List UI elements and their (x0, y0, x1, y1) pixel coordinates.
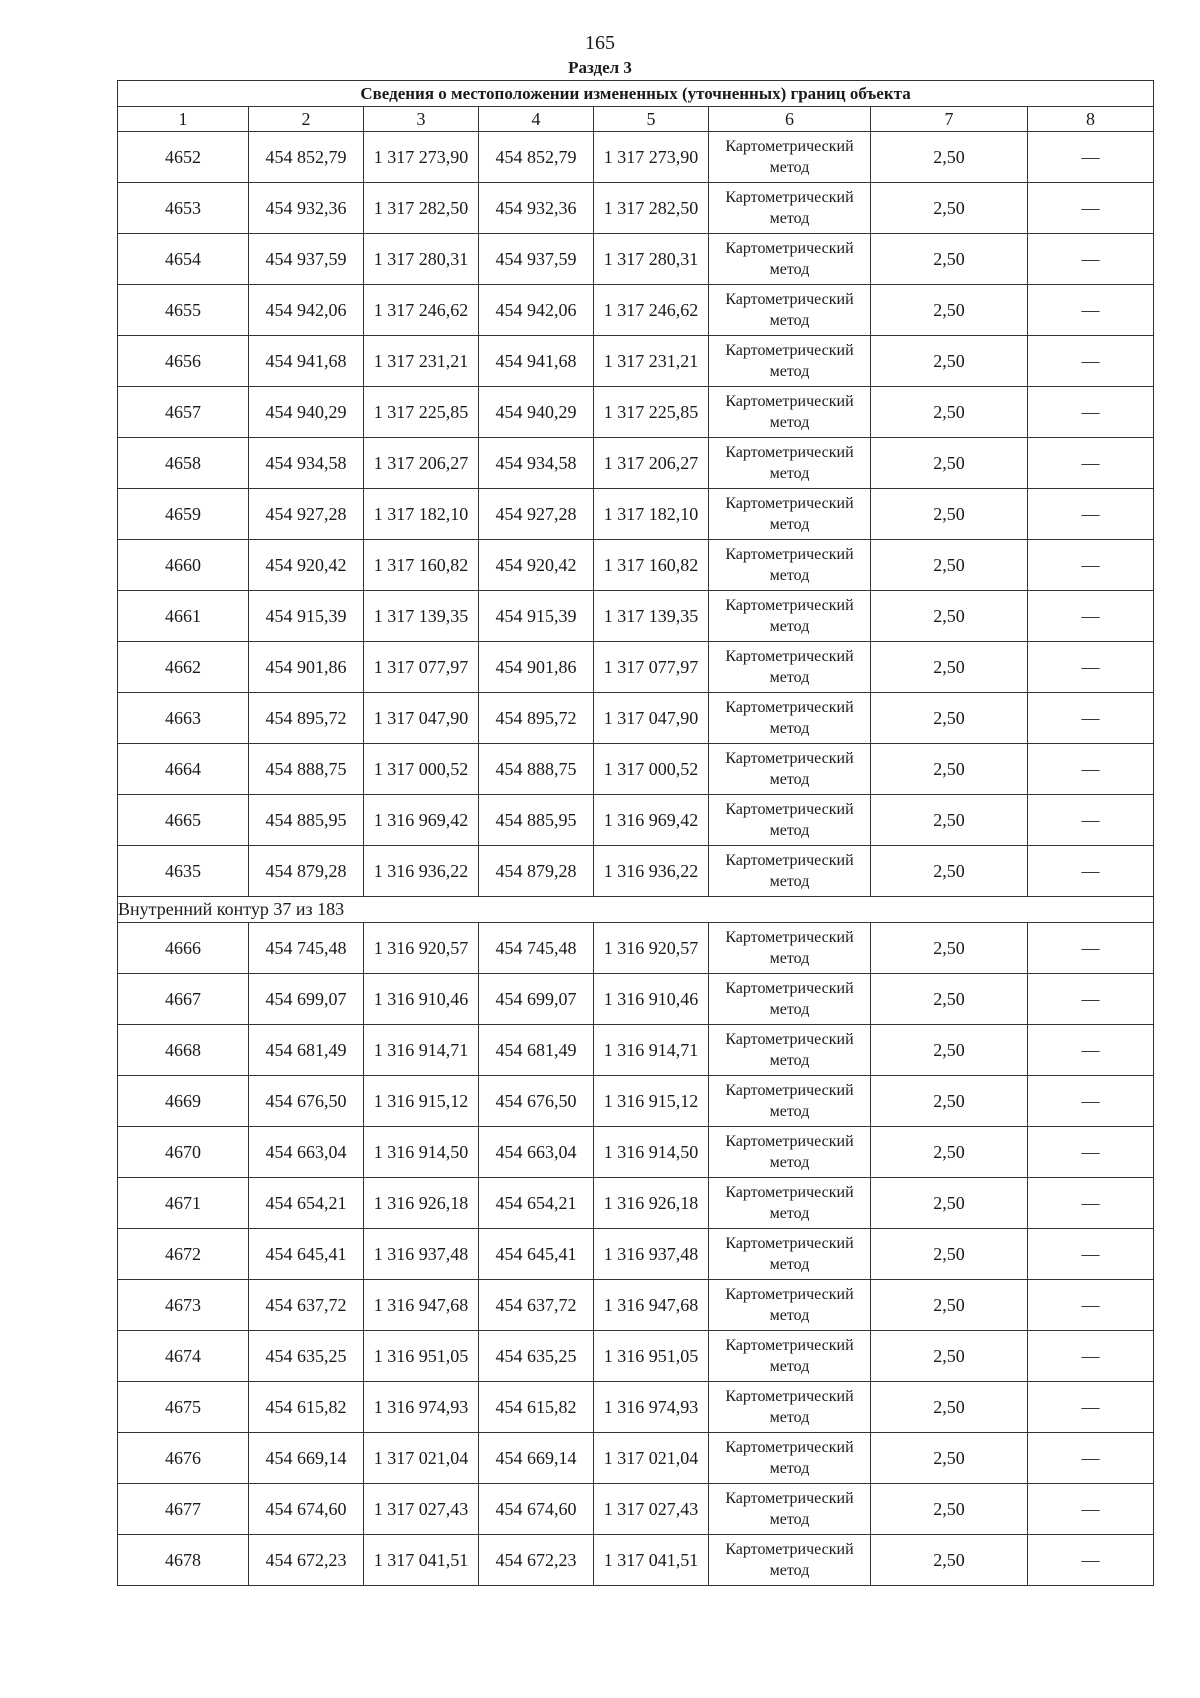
accuracy-cell: 2,50 (871, 974, 1028, 1025)
accuracy-cell: 2,50 (871, 489, 1028, 540)
method-cell: Картометрический метод (709, 336, 871, 387)
accuracy-cell: 2,50 (871, 1433, 1028, 1484)
method-cell: Картометрический метод (709, 489, 871, 540)
column-number: 6 (709, 107, 871, 132)
point-number-cell: 4667 (118, 974, 249, 1025)
description-cell: — (1028, 1484, 1154, 1535)
method-cell: Картометрический метод (709, 438, 871, 489)
y-new-cell: 1 317 139,35 (594, 591, 709, 642)
point-number-cell: 4676 (118, 1433, 249, 1484)
description-cell: — (1028, 591, 1154, 642)
point-number-cell: 4673 (118, 1280, 249, 1331)
point-number-cell: 4671 (118, 1178, 249, 1229)
contour-heading-row (118, 897, 1154, 923)
x-existing-cell: 454 669,14 (249, 1433, 364, 1484)
accuracy-cell: 2,50 (871, 1484, 1028, 1535)
table-row (118, 387, 1154, 438)
method-cell: Картометрический метод (709, 693, 871, 744)
y-new-cell: 1 317 027,43 (594, 1484, 709, 1535)
accuracy-cell: 2,50 (871, 132, 1028, 183)
table-row (118, 285, 1154, 336)
x-new-cell: 454 941,68 (479, 336, 594, 387)
y-existing-cell: 1 317 246,62 (364, 285, 479, 336)
y-new-cell: 1 316 914,71 (594, 1025, 709, 1076)
method-cell: Картометрический метод (709, 1382, 871, 1433)
x-existing-cell: 454 915,39 (249, 591, 364, 642)
x-existing-cell: 454 901,86 (249, 642, 364, 693)
table-row (118, 974, 1154, 1025)
x-existing-cell: 454 927,28 (249, 489, 364, 540)
method-cell: Картометрический метод (709, 974, 871, 1025)
y-new-cell: 1 317 231,21 (594, 336, 709, 387)
x-existing-cell: 454 934,58 (249, 438, 364, 489)
x-existing-cell: 454 852,79 (249, 132, 364, 183)
accuracy-cell: 2,50 (871, 183, 1028, 234)
contour-heading: Внутренний контур 37 из 183 (118, 897, 1154, 923)
table-row (118, 1535, 1154, 1586)
y-existing-cell: 1 316 915,12 (364, 1076, 479, 1127)
method-cell: Картометрический метод (709, 1127, 871, 1178)
y-new-cell: 1 317 021,04 (594, 1433, 709, 1484)
table-row (118, 591, 1154, 642)
method-cell: Картометрический метод (709, 744, 871, 795)
accuracy-cell: 2,50 (871, 438, 1028, 489)
accuracy-cell: 2,50 (871, 923, 1028, 974)
description-cell: — (1028, 234, 1154, 285)
accuracy-cell: 2,50 (871, 1076, 1028, 1127)
method-cell: Картометрический метод (709, 1484, 871, 1535)
point-number-cell: 4656 (118, 336, 249, 387)
table-row (118, 642, 1154, 693)
x-existing-cell: 454 672,23 (249, 1535, 364, 1586)
x-existing-cell: 454 745,48 (249, 923, 364, 974)
method-cell: Картометрический метод (709, 1178, 871, 1229)
column-number: 5 (594, 107, 709, 132)
y-existing-cell: 1 316 951,05 (364, 1331, 479, 1382)
x-new-cell: 454 637,72 (479, 1280, 594, 1331)
point-number-cell: 4678 (118, 1535, 249, 1586)
y-existing-cell: 1 316 974,93 (364, 1382, 479, 1433)
x-existing-cell: 454 681,49 (249, 1025, 364, 1076)
y-new-cell: 1 316 947,68 (594, 1280, 709, 1331)
x-new-cell: 454 672,23 (479, 1535, 594, 1586)
column-number: 3 (364, 107, 479, 132)
point-number-cell: 4677 (118, 1484, 249, 1535)
accuracy-cell: 2,50 (871, 336, 1028, 387)
description-cell: — (1028, 744, 1154, 795)
x-new-cell: 454 927,28 (479, 489, 594, 540)
method-cell: Картометрический метод (709, 387, 871, 438)
y-existing-cell: 1 317 027,43 (364, 1484, 479, 1535)
description-cell: — (1028, 132, 1154, 183)
column-number: 7 (871, 107, 1028, 132)
x-existing-cell: 454 615,82 (249, 1382, 364, 1433)
point-number-cell: 4635 (118, 846, 249, 897)
table-row (118, 1433, 1154, 1484)
point-number-cell: 4655 (118, 285, 249, 336)
description-cell: — (1028, 1535, 1154, 1586)
method-cell: Картометрический метод (709, 1025, 871, 1076)
accuracy-cell: 2,50 (871, 1229, 1028, 1280)
x-new-cell: 454 681,49 (479, 1025, 594, 1076)
y-existing-cell: 1 316 914,71 (364, 1025, 479, 1076)
table-row (118, 183, 1154, 234)
x-new-cell: 454 699,07 (479, 974, 594, 1025)
y-new-cell: 1 316 914,50 (594, 1127, 709, 1178)
accuracy-cell: 2,50 (871, 1178, 1028, 1229)
table-row (118, 1484, 1154, 1535)
y-new-cell: 1 317 225,85 (594, 387, 709, 438)
accuracy-cell: 2,50 (871, 1127, 1028, 1178)
accuracy-cell: 2,50 (871, 591, 1028, 642)
point-number-cell: 4653 (118, 183, 249, 234)
x-new-cell: 454 669,14 (479, 1433, 594, 1484)
x-existing-cell: 454 637,72 (249, 1280, 364, 1331)
y-existing-cell: 1 316 936,22 (364, 846, 479, 897)
description-cell: — (1028, 1382, 1154, 1433)
x-new-cell: 454 654,21 (479, 1178, 594, 1229)
table-row (118, 1025, 1154, 1076)
column-number-row (118, 107, 1154, 132)
y-new-cell: 1 317 206,27 (594, 438, 709, 489)
description-cell: — (1028, 489, 1154, 540)
method-cell: Картометрический метод (709, 1331, 871, 1382)
y-existing-cell: 1 316 920,57 (364, 923, 479, 974)
method-cell: Картометрический метод (709, 591, 871, 642)
point-number-cell: 4666 (118, 923, 249, 974)
y-existing-cell: 1 317 231,21 (364, 336, 479, 387)
y-new-cell: 1 317 182,10 (594, 489, 709, 540)
method-cell: Картометрический метод (709, 1076, 871, 1127)
accuracy-cell: 2,50 (871, 285, 1028, 336)
x-existing-cell: 454 699,07 (249, 974, 364, 1025)
accuracy-cell: 2,50 (871, 795, 1028, 846)
y-new-cell: 1 316 920,57 (594, 923, 709, 974)
y-existing-cell: 1 316 969,42 (364, 795, 479, 846)
description-cell: — (1028, 1076, 1154, 1127)
point-number-cell: 4661 (118, 591, 249, 642)
y-new-cell: 1 316 974,93 (594, 1382, 709, 1433)
point-number-cell: 4665 (118, 795, 249, 846)
point-number-cell: 4658 (118, 438, 249, 489)
y-new-cell: 1 316 936,22 (594, 846, 709, 897)
x-existing-cell: 454 940,29 (249, 387, 364, 438)
description-cell: — (1028, 974, 1154, 1025)
table-row (118, 1178, 1154, 1229)
accuracy-cell: 2,50 (871, 234, 1028, 285)
point-number-cell: 4659 (118, 489, 249, 540)
x-new-cell: 454 663,04 (479, 1127, 594, 1178)
y-new-cell: 1 317 246,62 (594, 285, 709, 336)
x-existing-cell: 454 635,25 (249, 1331, 364, 1382)
y-existing-cell: 1 317 160,82 (364, 540, 479, 591)
y-existing-cell: 1 317 280,31 (364, 234, 479, 285)
description-cell: — (1028, 642, 1154, 693)
y-existing-cell: 1 316 926,18 (364, 1178, 479, 1229)
method-cell: Картометрический метод (709, 1280, 871, 1331)
x-new-cell: 454 674,60 (479, 1484, 594, 1535)
table-row (118, 234, 1154, 285)
point-number-cell: 4654 (118, 234, 249, 285)
x-new-cell: 454 852,79 (479, 132, 594, 183)
column-number: 2 (249, 107, 364, 132)
accuracy-cell: 2,50 (871, 642, 1028, 693)
method-cell: Картометрический метод (709, 540, 871, 591)
table-row (118, 1127, 1154, 1178)
point-number-cell: 4664 (118, 744, 249, 795)
section-title: Раздел 3 (568, 58, 632, 77)
description-cell: — (1028, 795, 1154, 846)
accuracy-cell: 2,50 (871, 1280, 1028, 1331)
x-new-cell: 454 934,58 (479, 438, 594, 489)
description-cell: — (1028, 183, 1154, 234)
column-number: 1 (118, 107, 249, 132)
description-cell: — (1028, 336, 1154, 387)
x-existing-cell: 454 937,59 (249, 234, 364, 285)
point-number-cell: 4672 (118, 1229, 249, 1280)
accuracy-cell: 2,50 (871, 540, 1028, 591)
accuracy-cell: 2,50 (871, 744, 1028, 795)
y-new-cell: 1 316 969,42 (594, 795, 709, 846)
description-cell: — (1028, 1433, 1154, 1484)
method-cell: Картометрический метод (709, 923, 871, 974)
x-new-cell: 454 888,75 (479, 744, 594, 795)
x-new-cell: 454 920,42 (479, 540, 594, 591)
y-new-cell: 1 317 041,51 (594, 1535, 709, 1586)
y-new-cell: 1 316 910,46 (594, 974, 709, 1025)
accuracy-cell: 2,50 (871, 1331, 1028, 1382)
table-caption: Сведения о местоположении измененных (уточненных) границ объекта (118, 81, 1154, 107)
y-existing-cell: 1 317 273,90 (364, 132, 479, 183)
y-existing-cell: 1 317 225,85 (364, 387, 479, 438)
x-existing-cell: 454 888,75 (249, 744, 364, 795)
table-row (118, 795, 1154, 846)
table-row (118, 1331, 1154, 1382)
method-cell: Картометрический метод (709, 1433, 871, 1484)
y-new-cell: 1 316 937,48 (594, 1229, 709, 1280)
table-row (118, 1280, 1154, 1331)
table-row (118, 1076, 1154, 1127)
point-number-cell: 4668 (118, 1025, 249, 1076)
y-new-cell: 1 316 926,18 (594, 1178, 709, 1229)
x-existing-cell: 454 920,42 (249, 540, 364, 591)
x-new-cell: 454 615,82 (479, 1382, 594, 1433)
table-row (118, 923, 1154, 974)
description-cell: — (1028, 1127, 1154, 1178)
x-existing-cell: 454 654,21 (249, 1178, 364, 1229)
y-new-cell: 1 316 951,05 (594, 1331, 709, 1382)
method-cell: Картометрический метод (709, 846, 871, 897)
method-cell: Картометрический метод (709, 132, 871, 183)
y-existing-cell: 1 317 139,35 (364, 591, 479, 642)
method-cell: Картометрический метод (709, 795, 871, 846)
description-cell: — (1028, 1178, 1154, 1229)
y-existing-cell: 1 317 182,10 (364, 489, 479, 540)
accuracy-cell: 2,50 (871, 1382, 1028, 1433)
table-row (118, 438, 1154, 489)
y-existing-cell: 1 317 077,97 (364, 642, 479, 693)
column-number: 4 (479, 107, 594, 132)
y-new-cell: 1 317 000,52 (594, 744, 709, 795)
table-body (118, 132, 1154, 1586)
x-new-cell: 454 932,36 (479, 183, 594, 234)
method-cell: Картометрический метод (709, 183, 871, 234)
method-cell: Картометрический метод (709, 1229, 871, 1280)
boundary-coordinates-table (117, 80, 1154, 1586)
description-cell: — (1028, 1331, 1154, 1382)
point-number-cell: 4657 (118, 387, 249, 438)
table-row (118, 693, 1154, 744)
y-new-cell: 1 317 077,97 (594, 642, 709, 693)
x-new-cell: 454 940,29 (479, 387, 594, 438)
x-existing-cell: 454 645,41 (249, 1229, 364, 1280)
x-new-cell: 454 937,59 (479, 234, 594, 285)
accuracy-cell: 2,50 (871, 1025, 1028, 1076)
y-existing-cell: 1 317 047,90 (364, 693, 479, 744)
description-cell: — (1028, 923, 1154, 974)
method-cell: Картометрический метод (709, 642, 871, 693)
x-existing-cell: 454 941,68 (249, 336, 364, 387)
table-row (118, 336, 1154, 387)
description-cell: — (1028, 285, 1154, 336)
x-existing-cell: 454 942,06 (249, 285, 364, 336)
description-cell: — (1028, 540, 1154, 591)
method-cell: Картометрический метод (709, 234, 871, 285)
x-new-cell: 454 901,86 (479, 642, 594, 693)
y-existing-cell: 1 316 914,50 (364, 1127, 479, 1178)
table-row (118, 744, 1154, 795)
x-new-cell: 454 942,06 (479, 285, 594, 336)
point-number-cell: 4675 (118, 1382, 249, 1433)
table-row (118, 1382, 1154, 1433)
x-existing-cell: 454 879,28 (249, 846, 364, 897)
point-number-cell: 4662 (118, 642, 249, 693)
description-cell: — (1028, 1229, 1154, 1280)
y-existing-cell: 1 316 947,68 (364, 1280, 479, 1331)
point-number-cell: 4670 (118, 1127, 249, 1178)
accuracy-cell: 2,50 (871, 846, 1028, 897)
accuracy-cell: 2,50 (871, 1535, 1028, 1586)
x-existing-cell: 454 674,60 (249, 1484, 364, 1535)
x-new-cell: 454 915,39 (479, 591, 594, 642)
table-row (118, 132, 1154, 183)
x-existing-cell: 454 885,95 (249, 795, 364, 846)
y-existing-cell: 1 317 206,27 (364, 438, 479, 489)
y-existing-cell: 1 317 041,51 (364, 1535, 479, 1586)
x-existing-cell: 454 676,50 (249, 1076, 364, 1127)
x-new-cell: 454 676,50 (479, 1076, 594, 1127)
table-row (118, 489, 1154, 540)
y-existing-cell: 1 316 910,46 (364, 974, 479, 1025)
table-row (118, 1229, 1154, 1280)
table-row (118, 846, 1154, 897)
column-number: 8 (1028, 107, 1154, 132)
x-new-cell: 454 895,72 (479, 693, 594, 744)
x-new-cell: 454 879,28 (479, 846, 594, 897)
description-cell: — (1028, 438, 1154, 489)
description-cell: — (1028, 1280, 1154, 1331)
method-cell: Картометрический метод (709, 285, 871, 336)
y-existing-cell: 1 317 021,04 (364, 1433, 479, 1484)
point-number-cell: 4660 (118, 540, 249, 591)
x-existing-cell: 454 895,72 (249, 693, 364, 744)
x-existing-cell: 454 932,36 (249, 183, 364, 234)
y-new-cell: 1 317 282,50 (594, 183, 709, 234)
page-number: 165 (585, 32, 615, 54)
y-existing-cell: 1 317 282,50 (364, 183, 479, 234)
y-new-cell: 1 317 280,31 (594, 234, 709, 285)
table-row (118, 540, 1154, 591)
description-cell: — (1028, 846, 1154, 897)
accuracy-cell: 2,50 (871, 693, 1028, 744)
y-existing-cell: 1 317 000,52 (364, 744, 479, 795)
x-new-cell: 454 885,95 (479, 795, 594, 846)
y-new-cell: 1 317 273,90 (594, 132, 709, 183)
x-existing-cell: 454 663,04 (249, 1127, 364, 1178)
y-new-cell: 1 317 047,90 (594, 693, 709, 744)
description-cell: — (1028, 1025, 1154, 1076)
y-existing-cell: 1 316 937,48 (364, 1229, 479, 1280)
description-cell: — (1028, 693, 1154, 744)
description-cell: — (1028, 387, 1154, 438)
x-new-cell: 454 745,48 (479, 923, 594, 974)
x-new-cell: 454 635,25 (479, 1331, 594, 1382)
accuracy-cell: 2,50 (871, 387, 1028, 438)
point-number-cell: 4663 (118, 693, 249, 744)
y-new-cell: 1 316 915,12 (594, 1076, 709, 1127)
method-cell: Картометрический метод (709, 1535, 871, 1586)
point-number-cell: 4652 (118, 132, 249, 183)
point-number-cell: 4674 (118, 1331, 249, 1382)
point-number-cell: 4669 (118, 1076, 249, 1127)
y-new-cell: 1 317 160,82 (594, 540, 709, 591)
x-new-cell: 454 645,41 (479, 1229, 594, 1280)
